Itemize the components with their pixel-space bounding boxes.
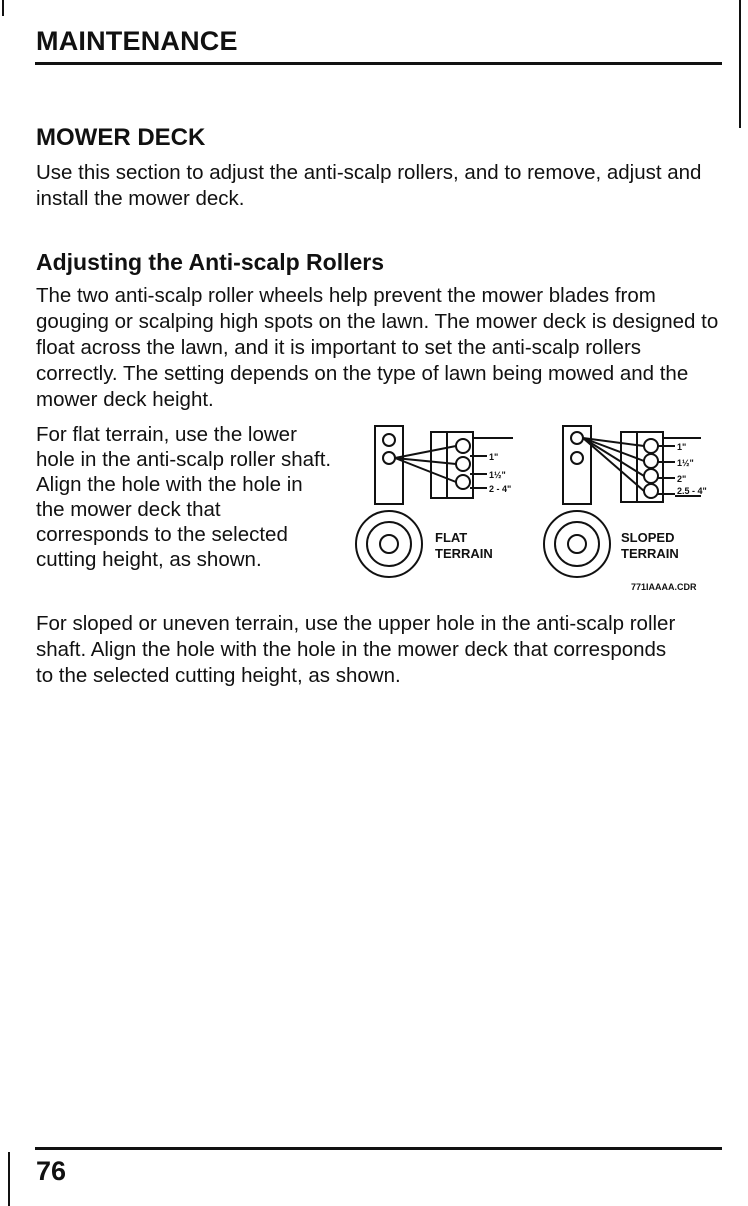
sloped-deck-hole-2	[644, 454, 658, 468]
flat-upper-hole	[383, 434, 395, 446]
sloped-height-3: 2"	[677, 474, 687, 484]
flat-deck-hole-2	[456, 457, 470, 471]
page-header-title: MAINTENANCE	[36, 26, 238, 56]
flat-height-1: 1"	[489, 452, 499, 462]
figure-code: 771IAAAA.CDR	[631, 582, 697, 592]
flat-height-2: 1½"	[489, 470, 506, 480]
sloped-upper-hole	[571, 432, 583, 444]
sloped-height-2: 1½"	[677, 458, 694, 468]
flat-roller-wheel	[356, 511, 422, 577]
flat-deck-hole-3	[456, 475, 470, 489]
scan-edge-mark-bottom	[8, 1152, 10, 1206]
sloped-height-4: 2.5 - 4"	[677, 486, 707, 496]
scan-edge-mark-top	[2, 0, 4, 16]
sloped-terrain-label-2: TERRAIN	[621, 546, 679, 561]
sloped-terrain-instructions: For sloped or uneven terrain, use the upper hole in the anti-scalp roller shaft. Align the hole with the hole in the mower deck that corresponds to the selected cutting height, as shown.	[36, 612, 676, 687]
anti-scalp-roller-figure	[345, 416, 725, 596]
flat-height-3: 2 - 4"	[489, 484, 512, 494]
section-intro: Use this section to adjust the anti-scalp rollers, and to remove, adjust and install the mower deck.	[36, 161, 702, 210]
flat-terrain-label-2: TERRAIN	[435, 546, 493, 561]
sloped-roller-hub	[555, 522, 599, 566]
subsection-paragraph: The two anti-scalp roller wheels help prevent the mower blades from gouging or scalping high spots on the lawn. The mower deck is designed to float across the lawn, and it is important to set the anti-scalp rollers correctly. The setting depends on the type of lawn being mowed and the mower deck height.	[36, 284, 719, 411]
sloped-terrain-label-1: SLOPED	[621, 530, 675, 545]
sloped-roller-axle	[568, 535, 586, 553]
section-title: MOWER DECK	[36, 124, 206, 151]
header-rule	[35, 62, 722, 65]
sloped-height-1: 1"	[677, 442, 687, 452]
subsection-title: Adjusting the Anti-scalp Rollers	[36, 249, 385, 275]
scan-edge-mark-right	[739, 0, 741, 128]
flat-lower-hole	[383, 452, 395, 464]
page-number: 76	[36, 1156, 67, 1186]
sloped-roller-wheel	[544, 511, 610, 577]
sloped-lower-hole	[571, 452, 583, 464]
flat-terrain-instructions: For flat terrain, use the lower hole in the anti-scalp roller shaft. Align the hole with the hole in the mower deck that corresponds to the selected cutting height, as shown.	[36, 423, 332, 571]
flat-terrain-label-1: FLAT	[435, 530, 468, 545]
sloped-deck-hole-1	[644, 439, 658, 453]
flat-roller-hub	[367, 522, 411, 566]
sloped-deck-hole-3	[644, 469, 658, 483]
flat-roller-axle	[380, 535, 398, 553]
flat-deck-hole-1	[456, 439, 470, 453]
footer-rule	[35, 1147, 722, 1150]
sloped-deck-hole-4	[644, 484, 658, 498]
